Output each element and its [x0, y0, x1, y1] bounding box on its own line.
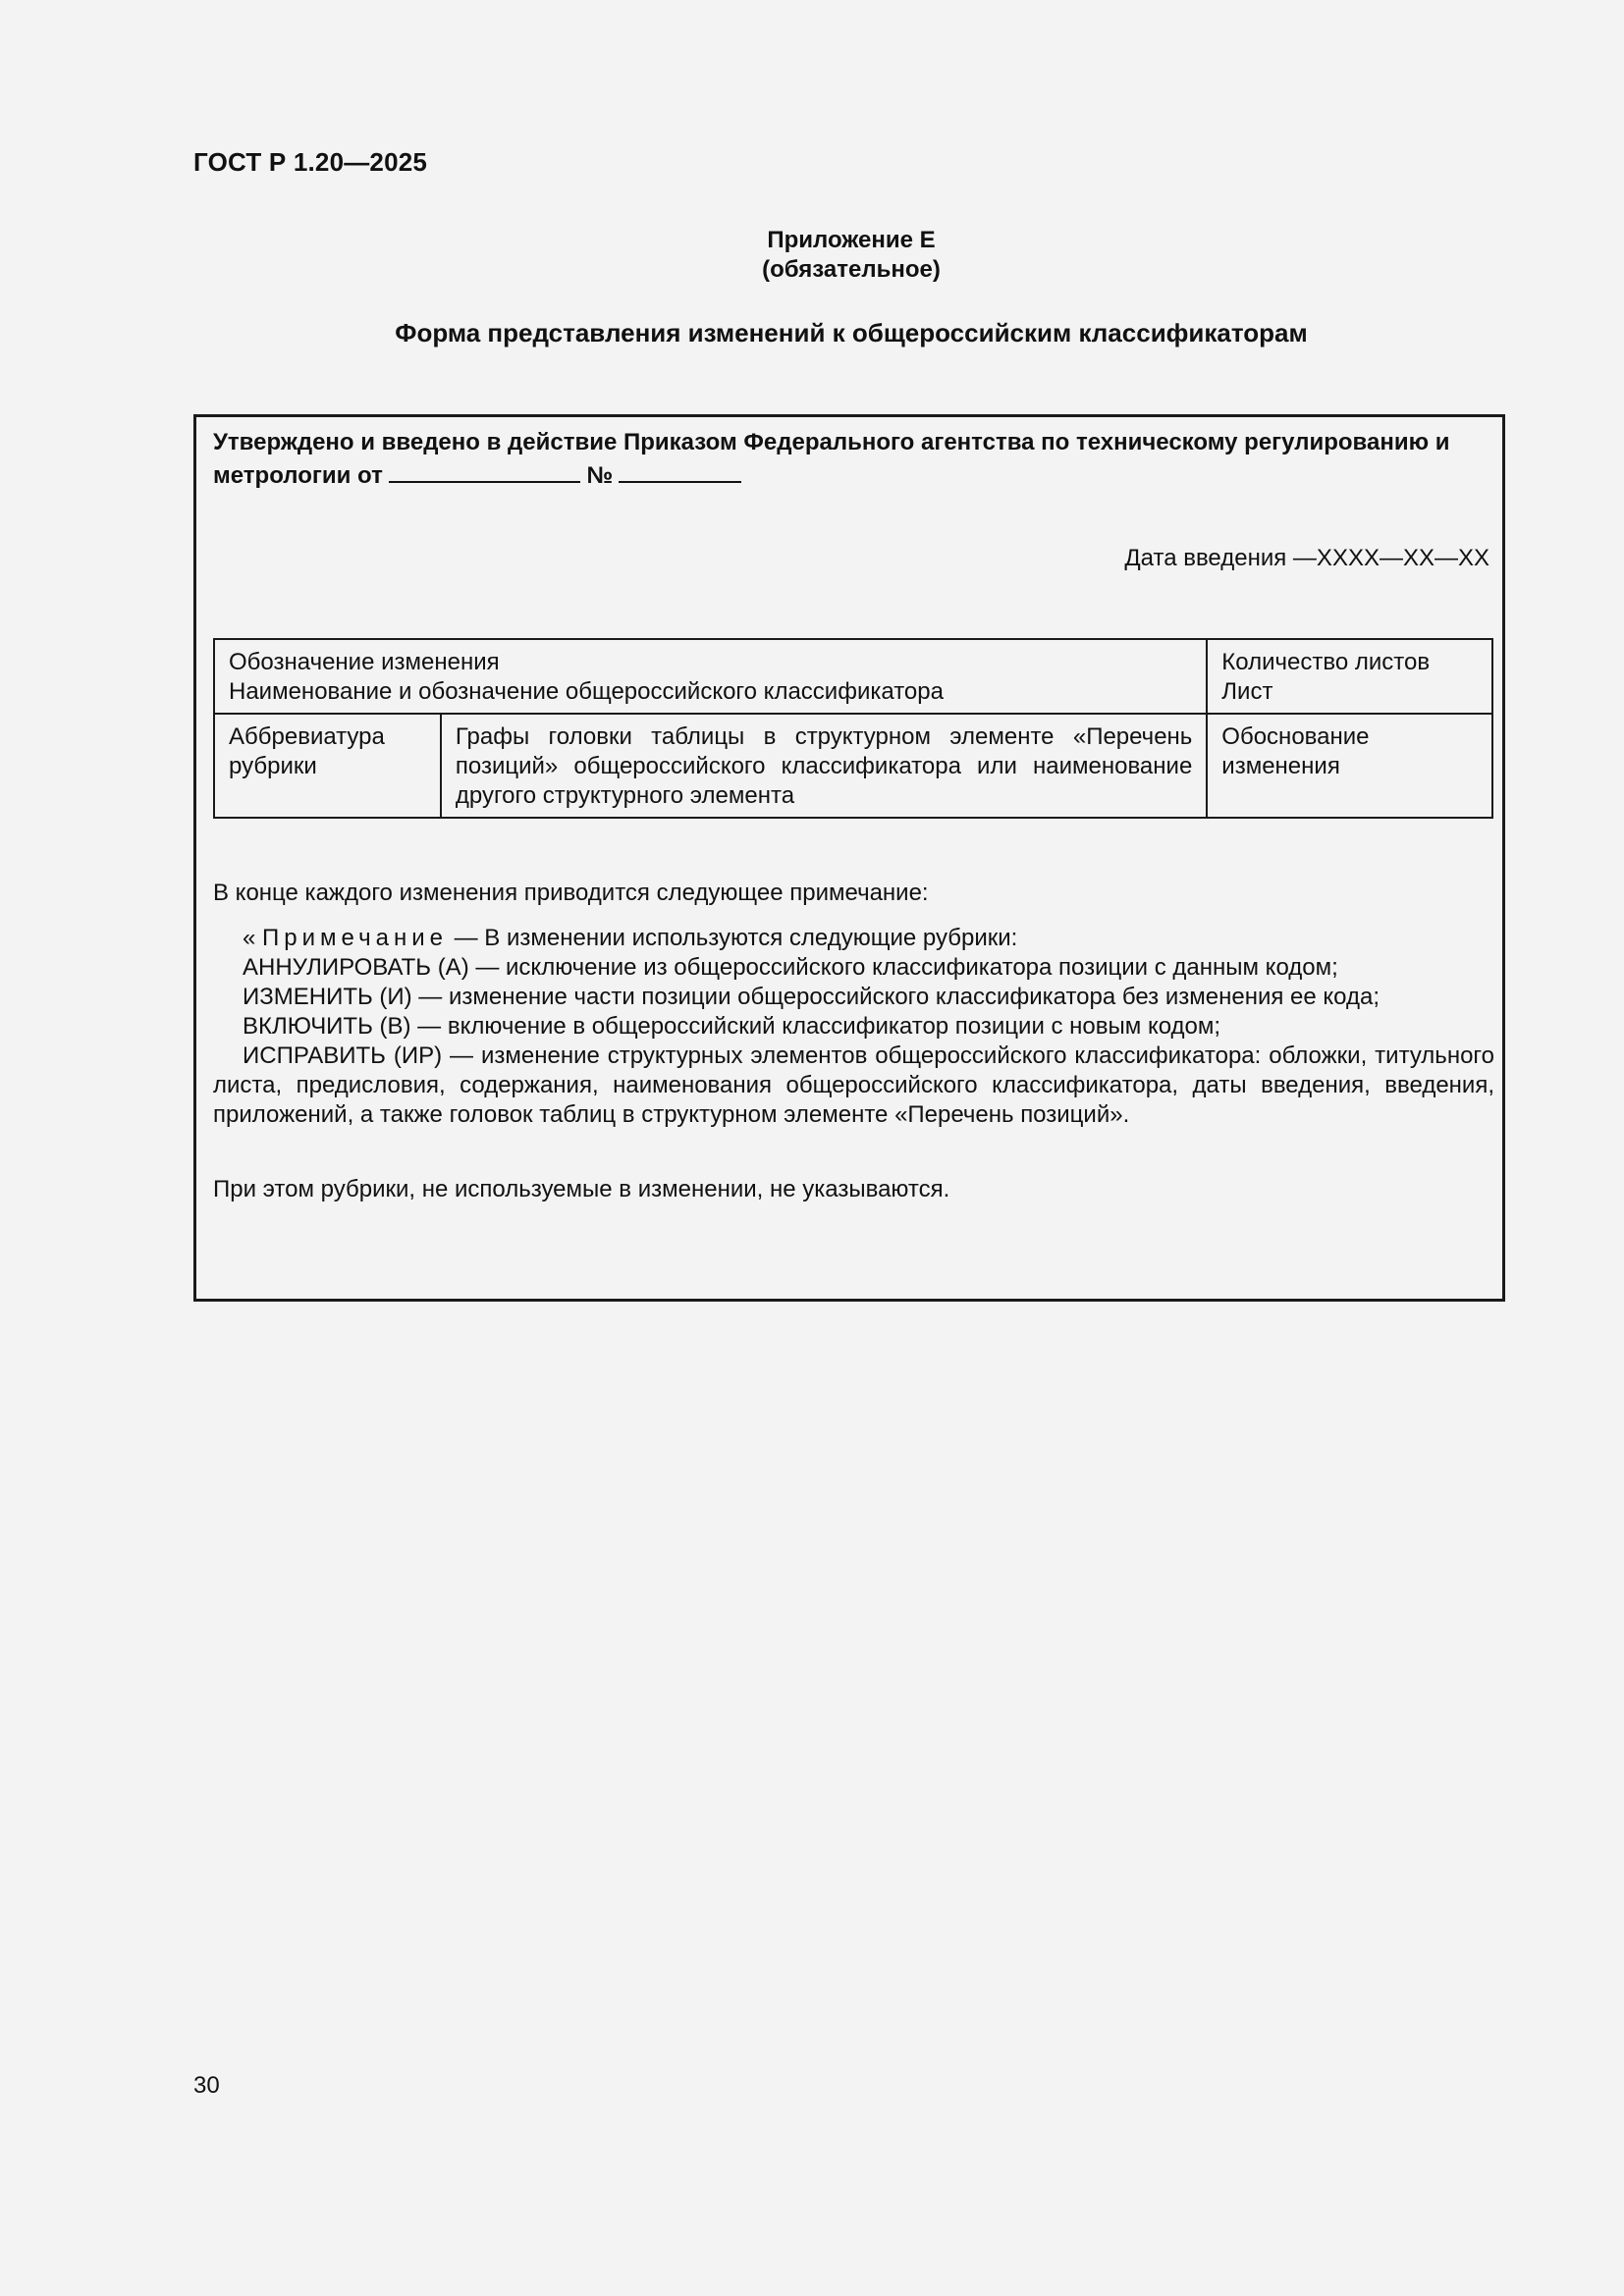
standard-code: ГОСТ Р 1.20—2025	[193, 147, 428, 177]
form-title: Форма представления изменений к общероссийским классификаторам	[395, 318, 1308, 347]
sheet-count: Количество листов	[1221, 649, 1431, 675]
order-date-blank	[389, 457, 580, 483]
order-number-blank	[619, 457, 741, 483]
intro-date: Дата введения —XXXX—XX—XX	[1124, 545, 1489, 571]
note-heading	[213, 924, 1494, 953]
table-header-columns-cell: Графы головки таблицы в структурном элементе «Перечень позиций» общероссийского классификатора или наименование другого структурного элемента	[441, 714, 1207, 818]
change-designation: Обозначение изменения	[229, 649, 500, 675]
note-open-quote: «	[243, 925, 256, 951]
change-justification-cell: Обоснование изменения	[1207, 714, 1492, 818]
note-block	[213, 924, 1494, 1130]
final-text: При этом рубрики, не используемые в изменении, не указываются.	[213, 1176, 950, 1202]
change-designation-cell	[214, 639, 1207, 714]
appendix-status: (обязательное)	[762, 256, 941, 283]
change-header-table	[213, 638, 1493, 819]
page-number: 30	[193, 2072, 220, 2099]
sheets-cell	[1207, 639, 1492, 714]
approval-line-1: Утверждено и введено в действие Приказом Федерального агентства по техническому регулированию и	[213, 429, 1450, 455]
approval-statement	[213, 427, 1494, 491]
table-row	[214, 639, 1492, 714]
note-intro: В конце каждого изменения приводится следующее примечание:	[213, 880, 929, 906]
approval-line-2: метрологии от	[213, 462, 383, 489]
rubric-abbreviation-cell: Аббревиатура рубрики	[214, 714, 441, 818]
change-form-frame	[193, 414, 1505, 1302]
rubric-include: ВКЛЮЧИТЬ (В) — включение в общероссийский классификатор позиции с новым кодом;	[243, 1013, 1221, 1040]
rubric-modify: ИЗМЕНИТЬ (И) — изменение части позиции общероссийского классификатора без изменения ее кода;	[243, 984, 1380, 1010]
rubric-correct: ИСПРАВИТЬ (ИР) — изменение структурных элементов общероссийского классификатора: обложки, титульного листа, предисловия, содержания, наименования общероссийского классификатора, даты введения, введения, приложений, а также головок таблиц в структурном элементе «Перечень позиций».	[213, 1042, 1494, 1128]
number-sign: №	[586, 462, 614, 489]
appendix-title: Приложение Е	[767, 227, 936, 253]
rubric-annul: АННУЛИРОВАТЬ (А) — исключение из общероссийского классификатора позиции с данным кодом;	[243, 954, 1338, 981]
classifier-name: Наименование и обозначение общероссийского классификатора	[229, 678, 944, 705]
note-label: Примечание	[262, 925, 448, 951]
note-text: — В изменении используются следующие рубрики:	[454, 925, 1018, 951]
table-row	[214, 714, 1492, 818]
sheet-label: Лист	[1221, 678, 1273, 705]
